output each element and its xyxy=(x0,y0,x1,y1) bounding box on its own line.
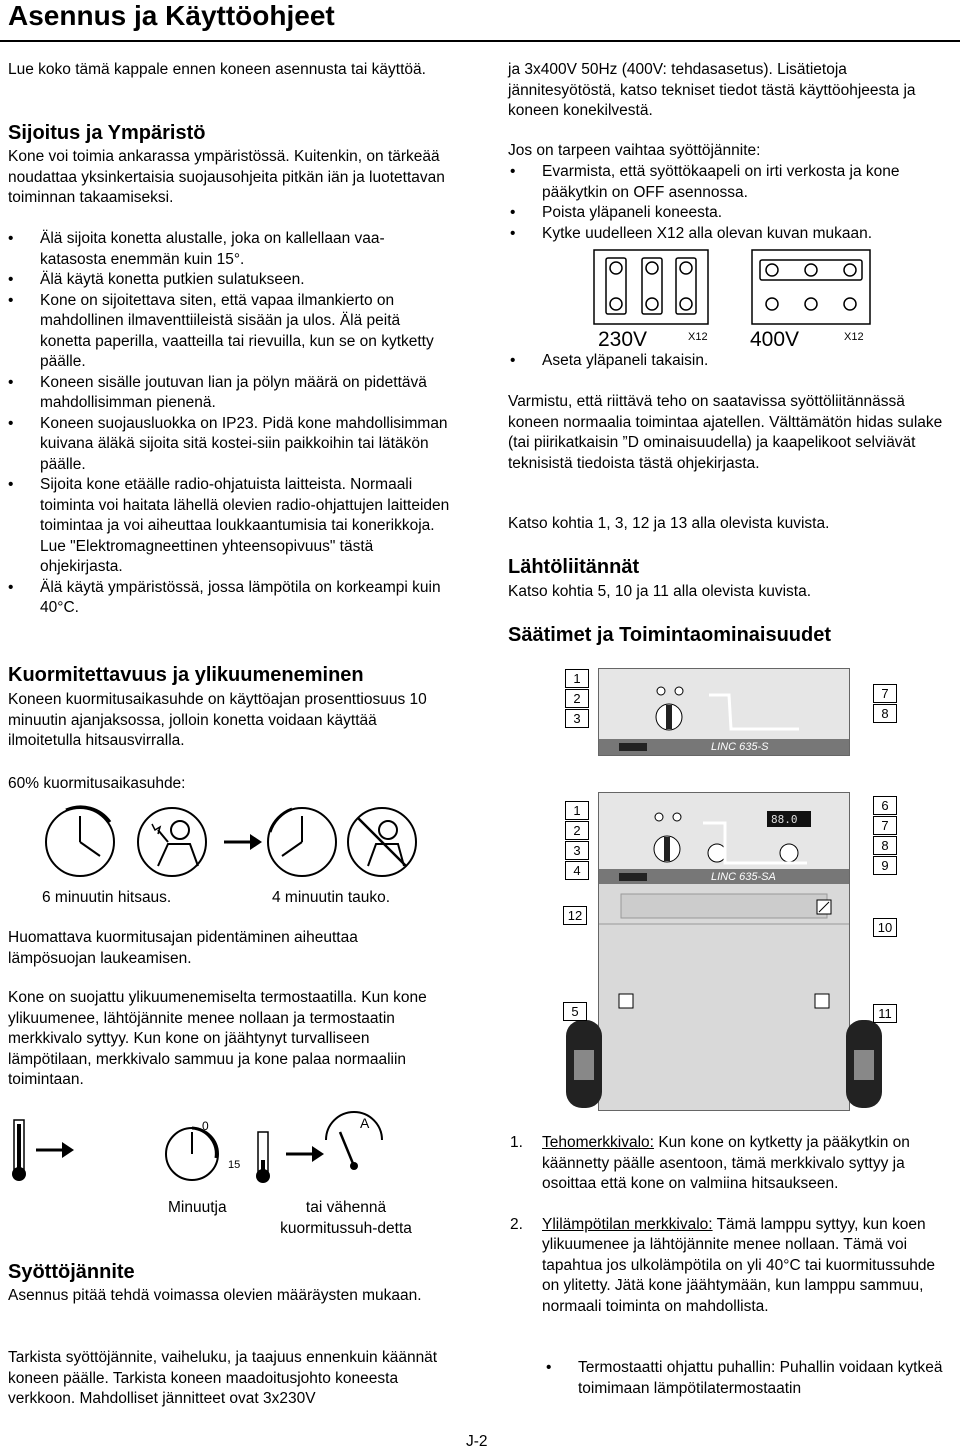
page-title: Asennus ja Käyttöohjeet xyxy=(8,0,335,31)
callout-9: 9 xyxy=(873,856,897,875)
caption-weld: 6 minuutin hitsaus. xyxy=(42,889,172,906)
wheel-icon xyxy=(566,1020,602,1108)
label-400v: 400V xyxy=(750,328,800,350)
machine-panel-635s xyxy=(598,668,850,756)
callout-1: 1 xyxy=(565,801,589,820)
arrow-icon xyxy=(224,834,262,850)
list-item: • Koneen sisälle joutuvan lian ja pölyn määrä on pidettävä mahdollisimman pienenä. xyxy=(6,373,450,414)
model-label: LINC 635-S xyxy=(711,741,769,753)
outputs-heading: Lähtöliitännät xyxy=(508,556,640,578)
supply-para-cont: ja 3x400V 50Hz (400V: tehdasasetus). Lisätietoja jännitesyötöstä, katso tekniset tiedot tästä käyttöohjeesta ja koneen konekilvestä. xyxy=(508,61,916,119)
supply-heading: Syöttöjännite xyxy=(8,1261,135,1283)
list-item xyxy=(508,1133,950,1195)
controls-list xyxy=(508,1133,950,1317)
callout-3: 3 xyxy=(565,841,589,860)
machine-panel-635sa xyxy=(598,792,850,886)
cart-wheels xyxy=(564,1000,884,1110)
supply-see: Katso kohtia 1, 3, 12 ja 13 alla olevista kuvista. xyxy=(508,515,830,532)
siting-paragraph: Kone voi toimia ankarassa ympäristössä. Kuitenkin, on tärkeää noudattaa yksinkertaisia suojausohjeita pitkän iän ja luotettavan toiminnan takaamiseksi. xyxy=(8,148,445,206)
caption-minutes: Minuutja xyxy=(168,1199,227,1216)
callout-4: 4 xyxy=(565,861,589,880)
label-x12: X12 xyxy=(844,331,864,343)
terminal-block-230v xyxy=(594,250,708,324)
list-item: • Aseta yläpaneli takaisin. xyxy=(508,351,948,372)
current-knob-icon xyxy=(326,1112,382,1170)
label-230v: 230V xyxy=(598,328,648,350)
item-title: Tehomerkkivalo: xyxy=(542,1134,654,1151)
list-item: • Evarmista, että syöttökaapeli on irti verkosta ja kone pääkytkin on OFF asennossa. xyxy=(508,162,956,203)
welder-icon xyxy=(138,808,206,876)
list-item xyxy=(508,1215,950,1318)
x12-wiring-diagram xyxy=(590,248,880,350)
callout-6: 6 xyxy=(873,796,897,815)
item-title: Ylilämpötilan merkkivalo: xyxy=(542,1215,713,1233)
sub-list xyxy=(544,1358,950,1399)
no-welding-icon xyxy=(348,808,416,876)
supply-para2: Tarkista syöttöjännite, vaiheluku, ja taajuus ennenkuin käännät koneen päälle. Tarkista koneen maadoitusjohto koneesta verkkoon. Mahdolliset jännitteet ovat 3x230V xyxy=(8,1349,438,1407)
list-item: • Kytke uudelleen X12 alla olevan kuvan mukaan. xyxy=(508,224,956,245)
duty-para2: Huomattava kuormitusajan pidentäminen aiheuttaa lämpösuojan laukeamisen. xyxy=(8,929,358,967)
wheel-icon xyxy=(846,1020,882,1108)
thermometer-icon xyxy=(256,1132,270,1183)
list-item: • Älä käytä ympäristössä, jossa lämpötila on korkeampi kuin 40°C. xyxy=(6,578,450,619)
label-x12: X12 xyxy=(688,331,708,343)
callout-5: 5 xyxy=(563,1002,587,1021)
callout-8: 8 xyxy=(873,704,897,723)
list-item: • Koneen suojausluokka on IP23. Pidä kone mahdollisimman kuivana äläkä sijoita sitä kostei-siin paikkoihin tai lätäkön päälle. xyxy=(6,414,450,476)
clock-icon xyxy=(46,807,114,876)
thermometer-icon xyxy=(12,1120,26,1181)
list-item: • Termostaatti ohjattu puhallin: Puhallin voidaan kytkeä toimimaan lämpötilatermostaatin xyxy=(544,1358,950,1399)
item-text: Tämä lamppu syttyy, kun koen ylikuumenee ja lähtöjännite menee nollaan. Tämä voi tapahtua jos ulkolämpötila on yli 40°C tai kuormitussuhde on ylitetty. Jätä kone jäähtymään, kun lamppu sammuu, normaali toiminta on mahdollista. xyxy=(542,1215,936,1315)
list-item: • Poista yläpaneli koneesta. xyxy=(508,203,956,224)
clock-icon xyxy=(268,808,336,876)
change-list xyxy=(508,162,956,244)
callout-7: 7 xyxy=(873,816,897,835)
intro-text: Lue koko tämä kappale ennen koneen asennusta tai käyttöä. xyxy=(8,61,426,78)
duty-paragraph: Koneen kuormitusaikasuhde on käyttöajan prosenttiosuus 10 minuutin ajanjaksossa, jolloin konetta voidaan käyttää ilmoitetulla hitsausvirralla. xyxy=(8,691,427,749)
callout-10: 10 xyxy=(873,918,897,937)
list-item: • Älä käytä konetta putkien sulatukseen. xyxy=(6,270,450,291)
duty-heading: Kuormitettavuus ja ylikuumeneminen xyxy=(8,664,364,686)
callout-3: 3 xyxy=(565,709,589,728)
caption-rest: 4 minuutin tauko. xyxy=(272,889,391,906)
duty-cycle-figure xyxy=(40,800,420,882)
caption-reduce: tai vähennä kuormitussuh-detta xyxy=(280,1199,412,1237)
siting-heading: Sijoitus ja Ympäristö xyxy=(8,122,206,144)
fig-label-a: A xyxy=(360,1115,370,1131)
list-item: • Älä sijoita konetta alustalle, joka on kallellaan vaa-katasosta enemmän kuin 15°. xyxy=(6,229,450,270)
supply-para1: Asennus pitää tehdä voimassa olevien määräysten mukaan. xyxy=(8,1287,422,1304)
callout-7: 7 xyxy=(873,684,897,703)
list-item: • Sijoita kone etäälle radio-ohjatuista laitteista. Normaali toiminta voi haitata lähellä olevien radio-ohjattujen laitteiden toimintaa ja voi aiheuttaa loukkaantumisia tai konerikkoja. Lue "Elektromagneettinen yhteensopivuus" tästä ohjekirjasta. xyxy=(6,475,450,578)
fig-label-15: 15 xyxy=(228,1159,241,1171)
clock-icon xyxy=(166,1128,218,1180)
duty-para3: Kone on suojattu ylikuumenemiselta termostaatilla. Kun kone ylikuumenee, lähtöjännite menee nollaan ja termostaatin merkkivalo syttyy. Kun kone on jäähtynyt turvalliseen lämpötilaan, merkkivalo sammuu ja kone palaa normaaliin toimintaan. xyxy=(8,989,427,1088)
callout-11: 11 xyxy=(873,1004,897,1023)
after-list xyxy=(508,351,948,372)
siting-list xyxy=(6,229,450,619)
item-text: Kun kone on kytketty ja pääkytkin on käännetty päälle asentoon, tämä merkkivalo syttyy ja osoittaa että kone on valmiina hitsaukseen. xyxy=(542,1134,910,1192)
change-intro: Jos on tarpeen vaihtaa syöttöjännite: xyxy=(508,142,761,159)
thermostat-figure xyxy=(8,1110,438,1194)
terminal-block-400v xyxy=(752,250,870,324)
arrow-icon xyxy=(36,1142,74,1158)
fig-label-0: 0 xyxy=(202,1119,209,1133)
callout-8: 8 xyxy=(873,836,897,855)
display-readout: 88.0 xyxy=(771,813,798,826)
controls-heading: Säätimet ja Toimintaominaisuudet xyxy=(508,624,832,646)
callout-2: 2 xyxy=(565,689,589,708)
arrow-icon xyxy=(286,1146,324,1162)
callout-1: 1 xyxy=(565,669,589,688)
item-number: 1. xyxy=(510,1134,523,1151)
duty-ratio-label: 60% kuormitusaikasuhde: xyxy=(8,775,186,792)
item-number: 2. xyxy=(510,1215,523,1233)
callout-2: 2 xyxy=(565,821,589,840)
page-number: J-2 xyxy=(466,1433,488,1450)
model-label: LINC 635-SA xyxy=(711,871,776,883)
outputs-paragraph: Katso kohtia 5, 10 ja 11 alla olevista kuvista. xyxy=(508,583,811,600)
list-item: • Kone on sijoitettava siten, että vapaa ilmankierto on mahdollinen ilmaventtiileistä sisään ja ulos. Älä peitä konetta paperilla, vaatteilla tai rievuilla, kun se on kytketty päälle. xyxy=(6,291,450,373)
callout-12: 12 xyxy=(563,906,587,925)
supply-verify: Varmistu, että riittävä teho on saatavissa syöttöliitännässä koneen normaalia toimintaa ajatellen. Välttämätön hidas sulake (tai piirikatkaisin ”D ominaisuudella) ja kaapelikoot selviävät teknisistä tiedoista tästä ohjekirjasta. xyxy=(508,393,943,472)
title-rule xyxy=(0,40,960,42)
